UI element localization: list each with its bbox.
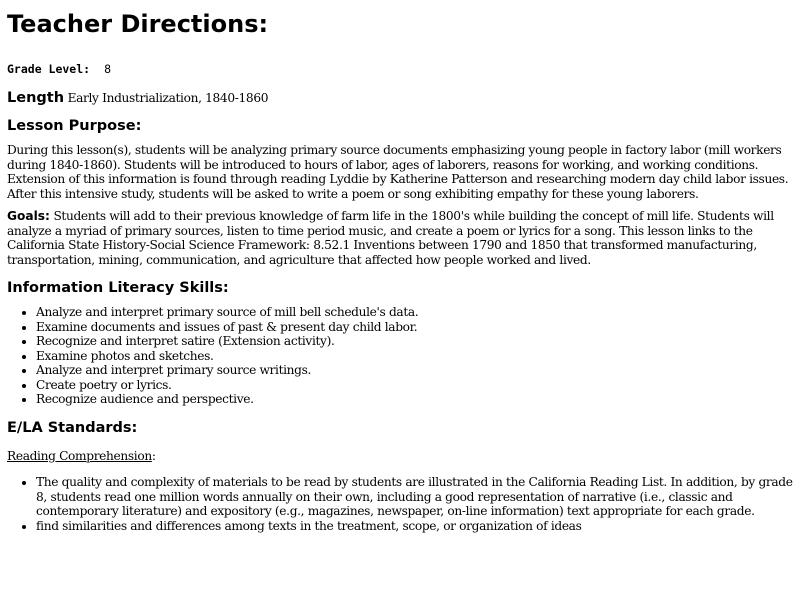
goals-text: Students will add to their previous knowledge of farm life in the 1800's while building the concept of mill life. Students will analyze a myriad of primary sources, listen to time period music, and create a poem or lyrics for a song. This lesson links to the California State History-Social Science Framework: 8.52.1 Inventions between 1790 and 1850 that transformed manufacturing, transportation, mining, communication, and agriculture that affected how people worked and lived.	[7, 209, 774, 267]
length-value: Early Industrialization, 1840-1860	[67, 90, 269, 105]
list-item: • Analyze and interpret primary source writings.	[36, 363, 793, 378]
length	[7, 91, 793, 106]
grade-level	[7, 62, 793, 77]
page-title: Teacher Directions:	[7, 10, 269, 38]
list-item: • Recognize and interpret satire (Extension activity).	[36, 334, 793, 349]
purpose-text: During this lesson(s), students will be analyzing primary source documents emphasizing young people in factory labor (mill workers during 1840-1860). Students will be introduced to hours of labor, ages of laborers, reasons for working, and working conditions. Extension of this information is found through reading Lyddie by Katherine Patterson and researching modern day child labor issues. After this intensive study, students will be asked to write a poem or song exhibiting empathy for these young laborers.	[7, 143, 789, 201]
list-item: • find similarities and differences among texts in the treatment, scope, or organization of ideas	[36, 519, 793, 534]
document	[0, 10, 800, 533]
list-item: • Examine documents and issues of past & present day child labor.	[36, 320, 793, 335]
skills-list	[7, 305, 793, 407]
list-item: • Create poetry or lyrics.	[36, 378, 793, 393]
length-label: Length	[7, 89, 65, 106]
list-item: • Recognize audience and perspective.	[36, 392, 793, 407]
standards-heading: E/LA Standards:	[7, 419, 138, 436]
purpose-heading: Lesson Purpose:	[7, 118, 142, 134]
colon: :	[151, 448, 156, 463]
grade-value: 8	[104, 62, 112, 76]
skills-heading: Information Literacy Skills:	[7, 280, 229, 296]
standards-list	[7, 475, 793, 533]
grade-label: Grade Level:	[7, 62, 91, 76]
standards-sub	[7, 449, 793, 464]
list-item: • Analyze and interpret primary source of mill bell schedule's data.	[36, 305, 793, 320]
reading-comprehension-label: Reading Comprehension	[7, 448, 152, 463]
list-item: • Examine photos and sketches.	[36, 349, 793, 364]
goals	[7, 209, 793, 267]
list-item: • The quality and complexity of materials to be read by students are illustrated in the California Reading List. In addition, by grade 8, students read one million words annually on their own, including a good representation of narrative (i.e., classic and contemporary literature) and expository (e.g., magazines, newspaper, on-line information) text appropriate for each grade.	[36, 475, 793, 519]
goals-label: Goals:	[7, 209, 50, 223]
